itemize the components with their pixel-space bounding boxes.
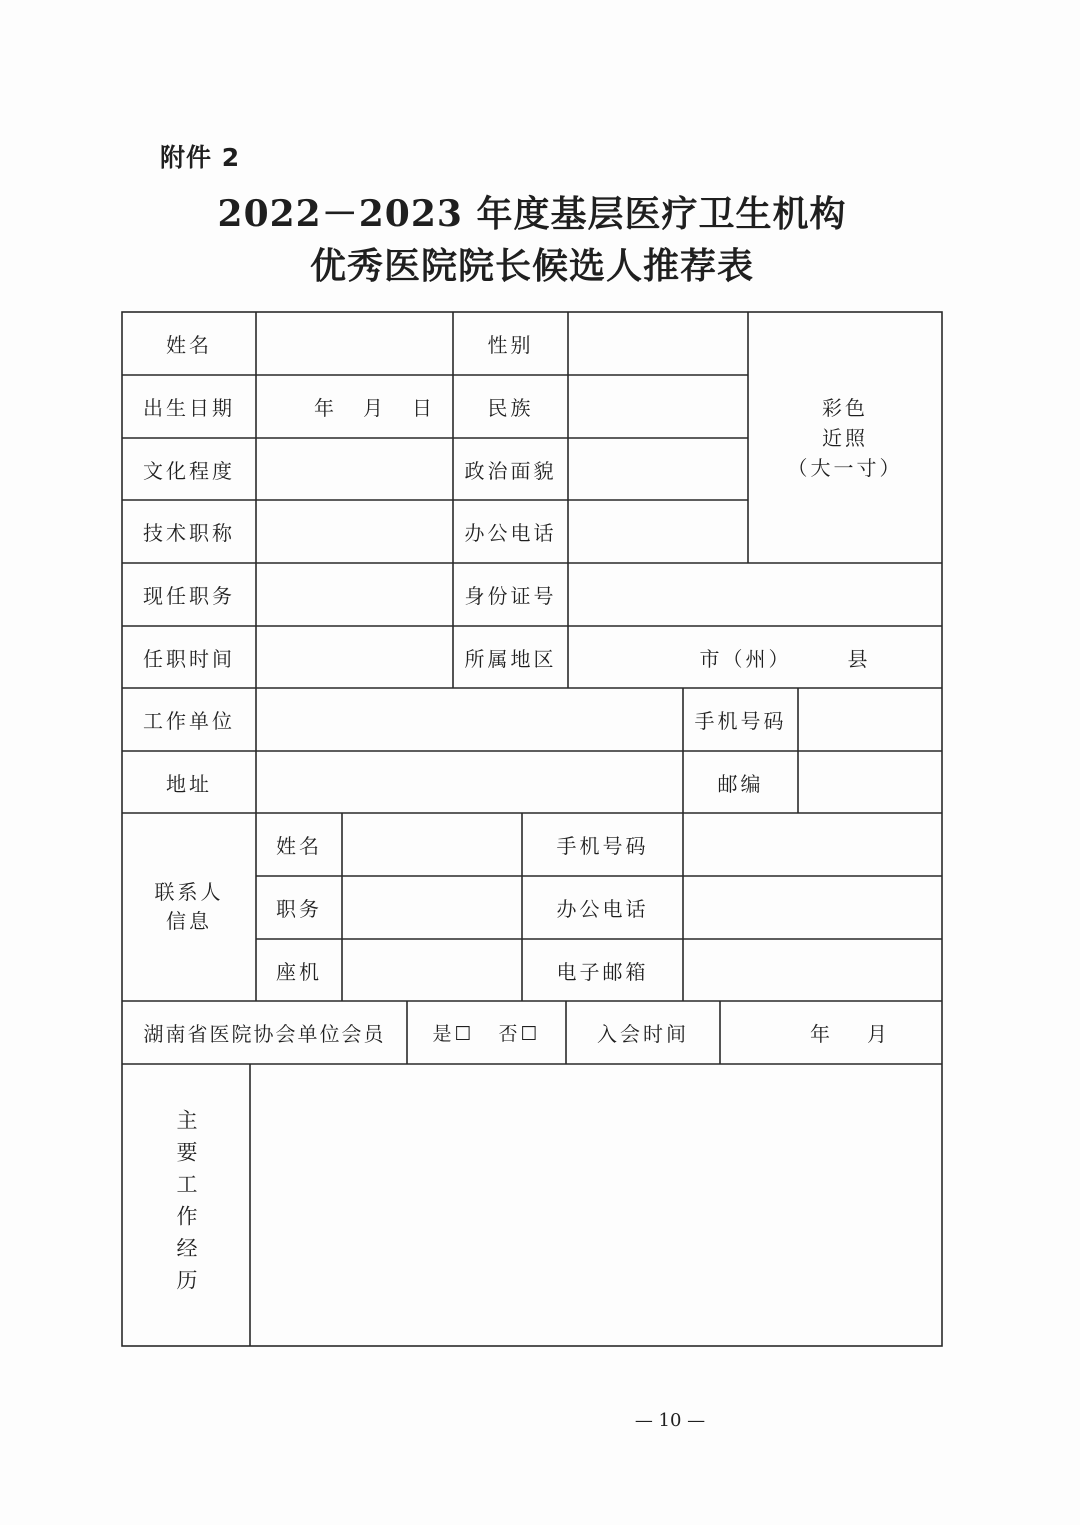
id-number-field[interactable] xyxy=(568,563,942,626)
photo-label-line-2: 近照 xyxy=(822,425,868,450)
label-name: 姓名 xyxy=(166,333,212,357)
label-ethnicity: 民族 xyxy=(487,396,534,420)
political-status-field[interactable] xyxy=(568,438,748,500)
address-field[interactable] xyxy=(256,751,683,813)
join-time-field[interactable] xyxy=(720,1001,942,1064)
birth-year-unit: 年 xyxy=(314,396,337,420)
label-id-number: 身份证号 xyxy=(464,584,557,608)
join-year-unit: 年 xyxy=(810,1022,833,1046)
photo-box[interactable] xyxy=(748,312,942,563)
current-position-field[interactable] xyxy=(256,563,453,626)
photo-label-line-1: 彩色 xyxy=(822,395,868,420)
label-current-position: 现任职务 xyxy=(143,584,235,608)
contact-email-field[interactable] xyxy=(683,939,942,1001)
label-contact-name: 姓名 xyxy=(276,834,322,858)
label-work-history xyxy=(122,1064,250,1346)
label-contact-landline: 座机 xyxy=(276,959,322,984)
contact-position-field[interactable] xyxy=(342,876,522,939)
label-contact-mobile: 手机号码 xyxy=(556,834,649,858)
member-no-checkbox[interactable]: 否☐ xyxy=(498,1023,541,1045)
label-work-unit: 工作单位 xyxy=(143,709,235,733)
contact-office-phone-field[interactable] xyxy=(683,876,942,939)
label-contact-email: 电子邮箱 xyxy=(556,959,649,984)
label-tenure-time: 任职时间 xyxy=(143,646,235,671)
ethnicity-field[interactable] xyxy=(568,375,748,438)
label-office-phone: 办公电话 xyxy=(464,521,557,545)
label-join-time: 入会时间 xyxy=(597,1022,689,1046)
label-region: 所属地区 xyxy=(464,646,557,671)
tenure-time-field[interactable] xyxy=(256,626,453,688)
tech-title-field[interactable] xyxy=(256,500,453,563)
birth-date-field[interactable] xyxy=(256,375,453,438)
label-gender: 性别 xyxy=(487,333,534,357)
photo-label-line-3: （大一寸） xyxy=(787,455,903,480)
name-field[interactable] xyxy=(256,312,453,375)
label-political-status: 政治面貌 xyxy=(464,458,557,483)
mobile-field[interactable] xyxy=(798,688,942,751)
label-tech-title: 技术职称 xyxy=(143,521,235,545)
contact-landline-field[interactable] xyxy=(342,939,522,1001)
member-yes-checkbox[interactable]: 是☐ xyxy=(432,1023,475,1045)
label-education: 文化程度 xyxy=(143,458,235,483)
label-postcode: 邮编 xyxy=(717,771,764,796)
contact-mobile-field[interactable] xyxy=(683,813,942,876)
postcode-field[interactable] xyxy=(798,751,942,813)
label-member: 湖南省医院协会单位会员 xyxy=(143,1022,386,1046)
join-month-unit: 月 xyxy=(867,1022,890,1046)
contact-info-text: 联系人信息 xyxy=(154,880,224,933)
gender-field[interactable] xyxy=(568,312,748,375)
member-choice xyxy=(407,1001,566,1064)
education-field[interactable] xyxy=(256,438,453,500)
birth-month-unit: 月 xyxy=(363,396,386,420)
form-title-line-1: 2022－2023 年度基层医疗卫生机构 xyxy=(217,193,847,235)
region-field[interactable] xyxy=(568,626,942,688)
label-birth-date: 出生日期 xyxy=(143,396,235,420)
region-county-unit: 县 xyxy=(847,646,871,671)
label-contact-position: 职务 xyxy=(276,897,322,921)
label-contact-info xyxy=(122,813,256,1001)
label-contact-office-phone: 办公电话 xyxy=(556,897,649,921)
form-title-line-2: 优秀医院院长候选人推荐表 xyxy=(309,245,754,287)
page-number: — 10 — xyxy=(634,1410,706,1431)
work-unit-field[interactable] xyxy=(256,688,683,751)
work-history-text: 主要工作经历 xyxy=(174,1109,198,1301)
contact-name-field[interactable] xyxy=(342,813,522,876)
label-address: 地址 xyxy=(166,771,212,796)
office-phone-field[interactable] xyxy=(568,500,748,563)
label-mobile: 手机号码 xyxy=(694,709,787,733)
birth-day-unit: 日 xyxy=(412,396,435,420)
region-city-unit: 市（州） xyxy=(699,646,792,671)
attachment-label: 附件 2 xyxy=(160,143,241,172)
work-history-field[interactable] xyxy=(250,1064,942,1346)
